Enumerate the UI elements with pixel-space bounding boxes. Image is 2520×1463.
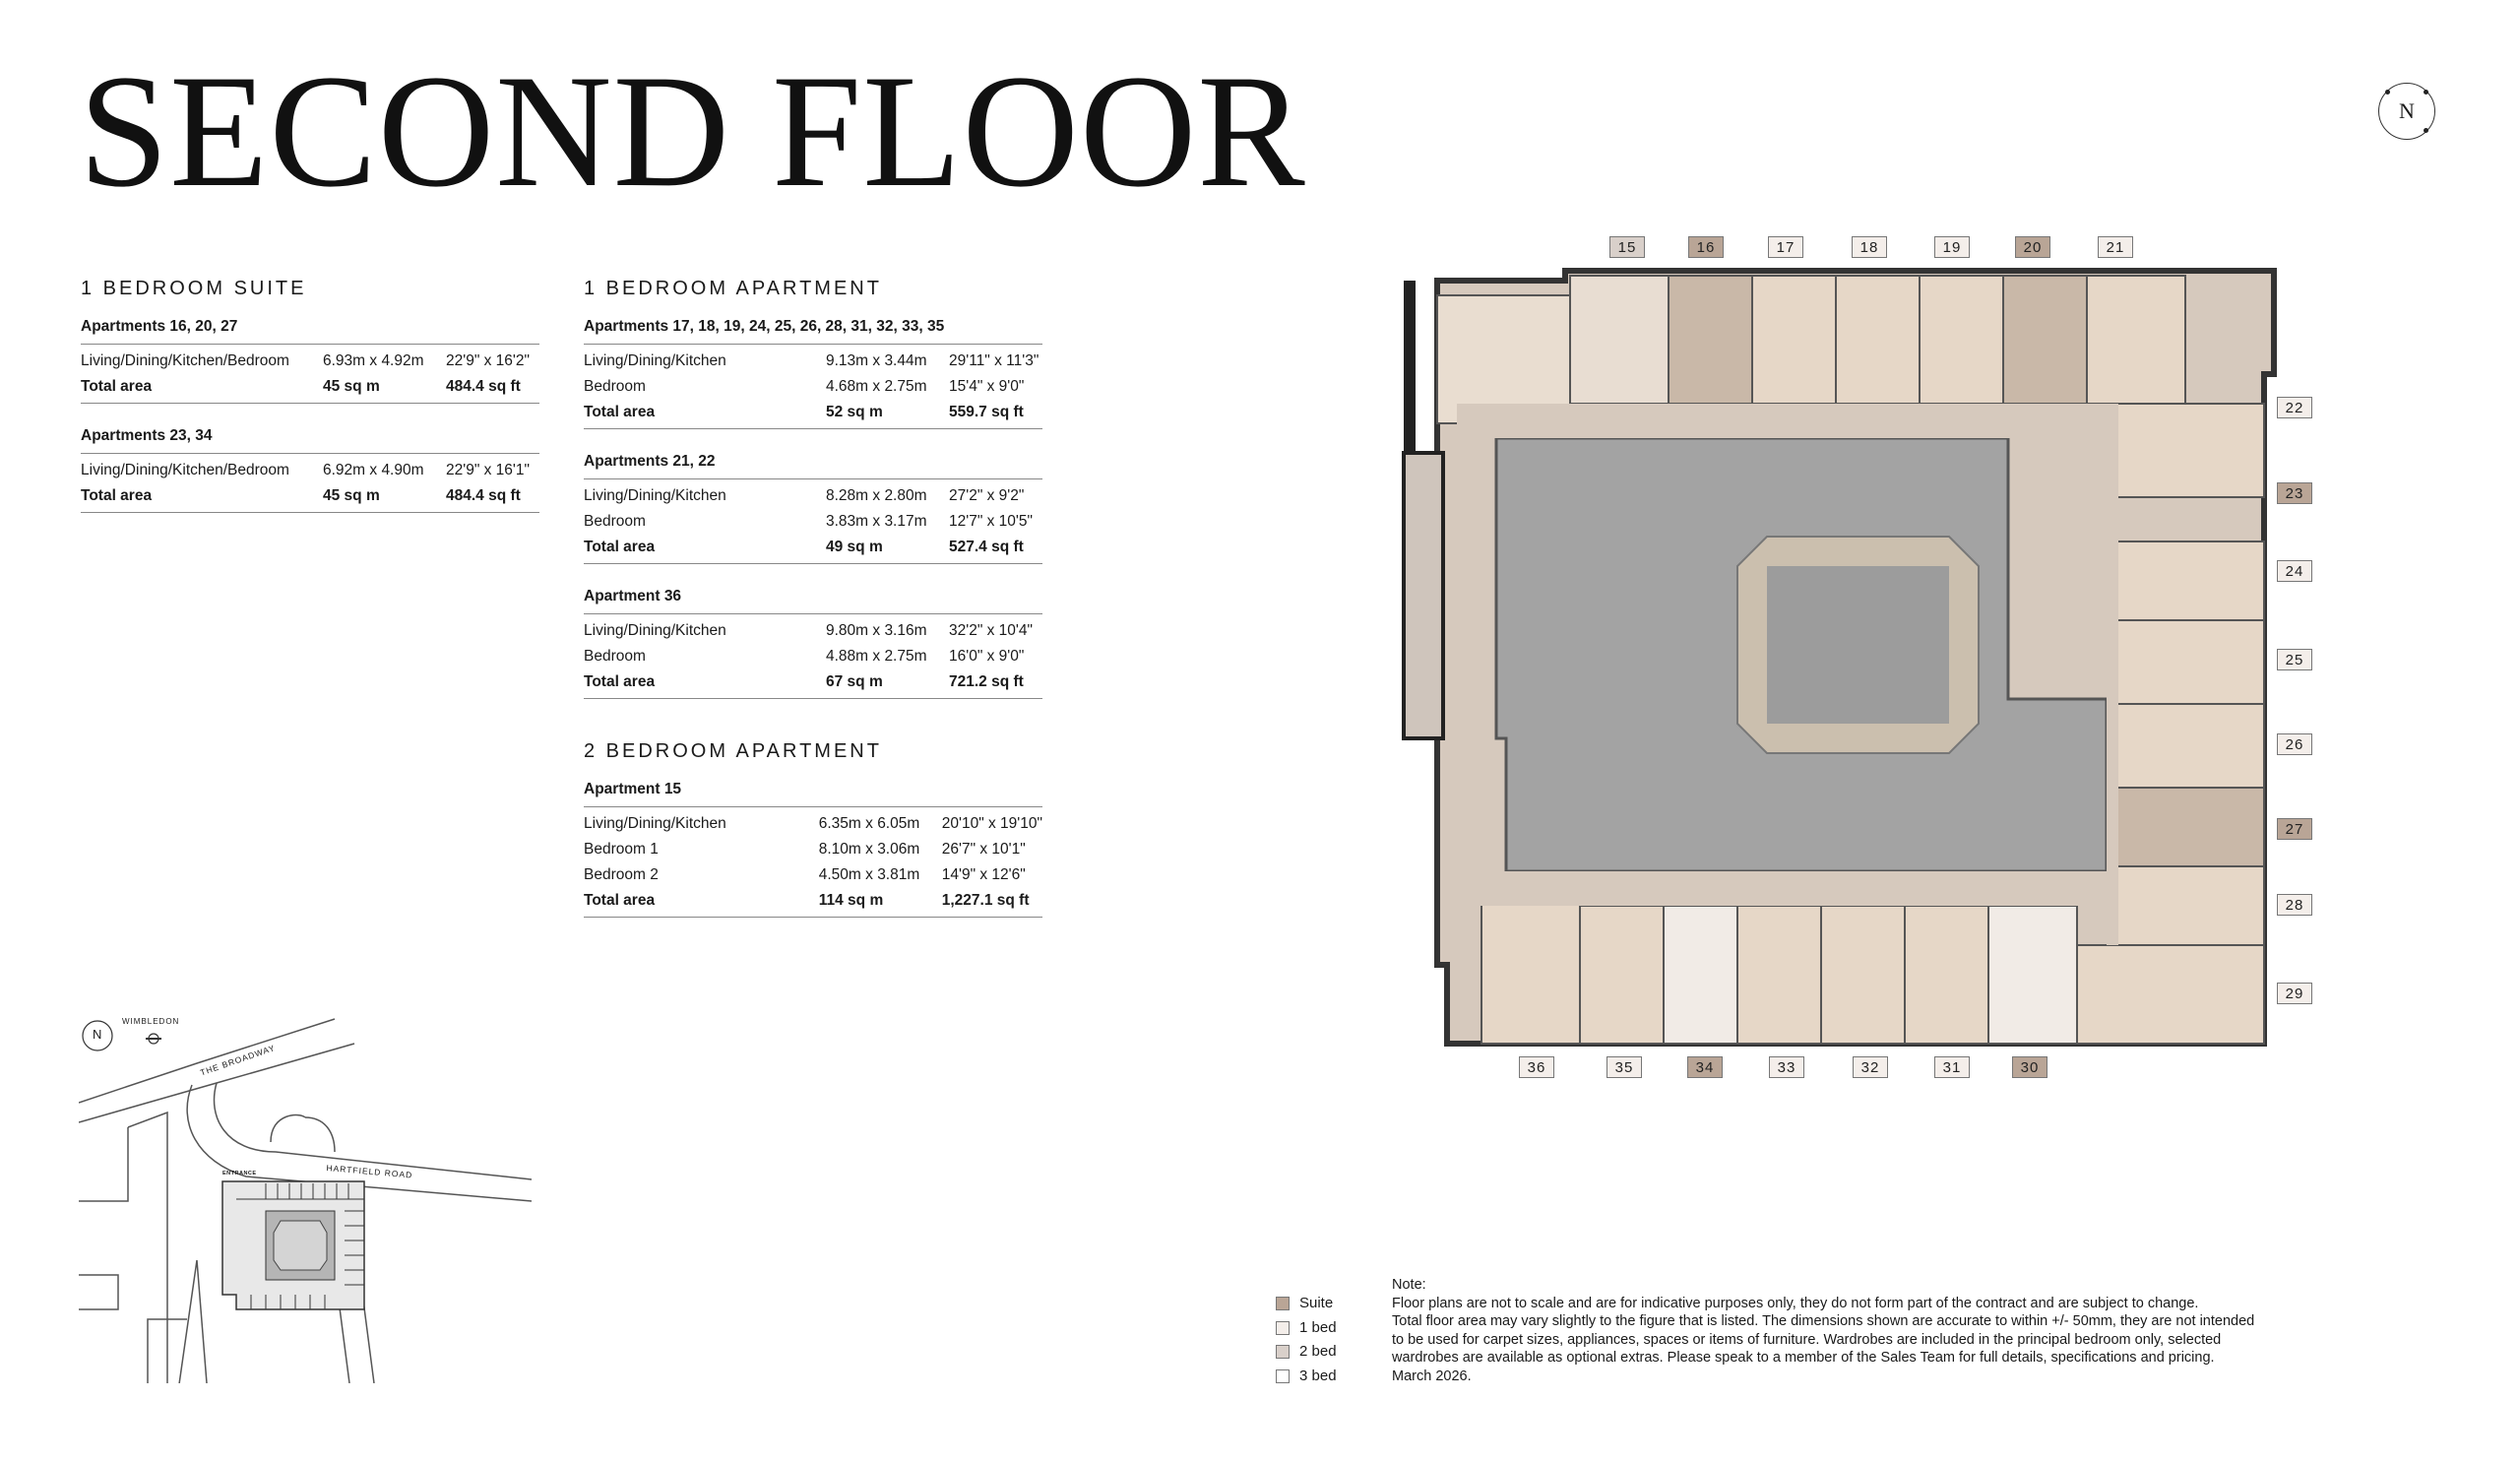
imperial-size: 26'7" x 10'1" [941,841,1026,858]
dimension-table [584,344,1042,429]
dimension-table [81,344,539,404]
dimension-row [81,454,539,484]
metric-size: 4.88m x 2.75m [826,648,927,665]
note-line: Floor plans are not to scale and are for indicative purposes only, they do not form part of the contract and are subject to change. [1392,1295,2199,1311]
location-map [79,1014,541,1383]
legend-item [1276,1340,1337,1365]
unit-label-21: 21 [2098,236,2133,258]
legend-label: 3 bed [1299,1367,1337,1384]
top-units [1437,276,2185,423]
room-name: Bedroom [584,648,646,665]
unit-label-33: 33 [1769,1056,1804,1078]
dimension-row [584,374,1042,400]
compass-tick [2424,90,2428,95]
unit-label-18: 18 [1852,236,1887,258]
legend-swatch [1276,1345,1290,1359]
compass-tick [2385,90,2390,95]
section-heading: 1 BEDROOM APARTMENT [584,278,882,299]
metric-size: 9.80m x 3.16m [826,622,927,639]
imperial-size: 1,227.1 sq ft [941,892,1030,909]
dimension-table [584,613,1042,699]
floor-plan-drawing [1398,226,2343,1073]
unit-label-31: 31 [1934,1056,1970,1078]
location-map-drawing [79,1014,541,1383]
imperial-size: 32'2" x 10'4" [949,622,1034,639]
unit-label-34: 34 [1687,1056,1723,1078]
dimension-row [584,644,1042,669]
imperial-size: 721.2 sq ft [949,673,1024,690]
apartment-numbers: Apartment 15 [584,781,682,797]
imperial-size: 559.7 sq ft [949,404,1024,420]
unit-label-27: 27 [2277,818,2312,840]
imperial-size: 484.4 sq ft [446,487,521,504]
unit-label-15: 15 [1609,236,1645,258]
compass-letter: N [2399,98,2415,123]
legend-item [1276,1316,1337,1341]
imperial-size: 16'0" x 9'0" [949,648,1025,665]
metric-size: 45 sq m [323,487,380,504]
metric-size: 9.13m x 3.44m [826,352,927,369]
room-name: Living/Dining/Kitchen [584,622,726,639]
dimension-row [584,862,1042,888]
metric-size: 6.35m x 6.05m [818,815,920,832]
page-title: SECOND FLOOR [79,42,1306,221]
corridor [1477,871,2107,906]
corridor [2107,404,2118,945]
imperial-size: 14'9" x 12'6" [941,866,1026,883]
legend-swatch [1276,1369,1290,1383]
unit-label-28: 28 [2277,894,2312,916]
note-heading: Note: [1392,1277,1426,1293]
dimension-row [584,509,1042,535]
section-heading: 1 BEDROOM SUITE [81,278,307,299]
dimension-row [584,807,1042,838]
road-label-broadway: THE BROADWAY [199,1042,277,1078]
room-name: Total area [584,673,656,690]
dimension-table [81,453,539,513]
unit-type-legend [1276,1292,1337,1388]
metric-size: 6.93m x 4.92m [323,352,424,369]
dimension-row [584,669,1042,699]
room-name: Living/Dining/Kitchen/Bedroom [81,462,289,478]
unit-label-19: 19 [1934,236,1970,258]
apartment-numbers: Apartments 17, 18, 19, 24, 25, 26, 28, 31, 32, 33, 35 [584,318,945,335]
metric-size: 45 sq m [323,378,380,395]
compass-tick [2424,128,2428,133]
apartment-numbers: Apartments 21, 22 [584,453,716,470]
room-name: Living/Dining/Kitchen [584,487,726,504]
dimension-table [584,478,1042,564]
dimension-row [584,345,1042,375]
legend-item [1276,1365,1337,1389]
suite-spec-section [81,278,539,537]
two-bed-spec-section [584,740,1042,941]
entrance-label: ENTRANCE [222,1171,257,1177]
unit-label-30: 30 [2012,1056,2048,1078]
metric-size: 8.28m x 2.80m [826,487,927,504]
imperial-size: 22'9" x 16'1" [446,462,531,478]
dimension-row [584,535,1042,564]
imperial-size: 22'9" x 16'2" [446,352,531,369]
note-line: March 2026. [1392,1368,1472,1384]
dimension-row [81,374,539,404]
note-line: to be used for carpet sizes, appliances, spaces or items of furniture. Wardrobes are included in the principal bedroom only, selected [1392,1331,2222,1348]
corridor [1457,404,2116,438]
imperial-size: 27'2" x 9'2" [949,487,1025,504]
imperial-size: 29'11" x 11'3" [949,352,1040,369]
apartment-numbers: Apartment 36 [584,588,682,604]
unit-label-22: 22 [2277,397,2312,418]
unit-label-25: 25 [2277,649,2312,670]
courtyard-lawn [1767,566,1949,724]
metric-size: 67 sq m [826,673,883,690]
room-name: Living/Dining/Kitchen [584,352,726,369]
metric-size: 49 sq m [826,539,883,555]
metric-size: 8.10m x 3.06m [818,841,920,858]
room-name: Total area [584,404,656,420]
unit-label-29: 29 [2277,983,2312,1004]
imperial-size: 15'4" x 9'0" [949,378,1025,395]
legend-label: 1 bed [1299,1318,1337,1336]
legend-item [1276,1292,1337,1316]
legend-swatch [1276,1321,1290,1335]
stair-core [1404,453,1443,738]
room-name: Total area [584,892,656,909]
legend-label: Suite [1299,1295,1334,1311]
room-name: Bedroom [584,513,646,530]
room-name: Bedroom 1 [584,841,659,858]
dimension-row [584,479,1042,510]
metric-size: 4.50m x 3.81m [818,866,920,883]
unit-label-23: 23 [2277,482,2312,504]
station-label: WIMBLEDON [122,1017,180,1026]
unit-label-35: 35 [1606,1056,1642,1078]
section-heading: 2 BEDROOM APARTMENT [584,740,882,762]
room-name: Living/Dining/Kitchen/Bedroom [81,352,289,369]
metric-size: 3.83m x 3.17m [826,513,927,530]
dimension-row [584,614,1042,645]
dimension-row [584,837,1042,862]
room-name: Bedroom 2 [584,866,659,883]
apartment-numbers: Apartments 16, 20, 27 [81,318,238,335]
room-name: Total area [81,487,153,504]
metric-size: 4.68m x 2.75m [826,378,927,395]
one-bed-spec-section [584,278,1042,723]
unit-label-36: 36 [1519,1056,1554,1078]
imperial-size: 20'10" x 19'10" [941,815,1042,832]
north-compass-icon [2378,83,2435,140]
imperial-size: 12'7" x 10'5" [949,513,1034,530]
dimension-row [584,888,1042,918]
disclaimer-note [1392,1276,2307,1385]
room-name: Living/Dining/Kitchen [584,815,726,832]
room-name: Bedroom [584,378,646,395]
legend-swatch [1276,1297,1290,1310]
apartment-numbers: Apartments 23, 34 [81,427,213,444]
dimension-row [584,400,1042,429]
unit-label-26: 26 [2277,733,2312,755]
dimension-table [584,806,1042,918]
road-label-hartfield: HARTFIELD ROAD [326,1163,413,1180]
note-line: Total floor area may vary slightly to the figure that is listed. The dimensions shown are accurate to within +/- 50mm, they are not intended [1392,1313,2255,1329]
metric-size: 6.92m x 4.90m [323,462,424,478]
unit-label-32: 32 [1853,1056,1888,1078]
legend-label: 2 bed [1299,1343,1337,1360]
unit-label-17: 17 [1768,236,1803,258]
note-line: wardrobes are available as optional extras. Please speak to a member of the Sales Team for full details, specifications and pricing. [1392,1350,2215,1366]
metric-size: 114 sq m [818,892,884,909]
floor-plan [1398,226,2343,1076]
room-name: Total area [81,378,153,395]
dimension-row [81,483,539,513]
imperial-size: 484.4 sq ft [446,378,521,395]
unit-label-20: 20 [2015,236,2050,258]
unit-label-16: 16 [1688,236,1724,258]
metric-size: 52 sq m [826,404,883,420]
unit-label-24: 24 [2277,560,2312,582]
room-name: Total area [584,539,656,555]
map-compass-letter: N [93,1027,102,1042]
dimension-row [81,345,539,375]
imperial-size: 527.4 sq ft [949,539,1024,555]
